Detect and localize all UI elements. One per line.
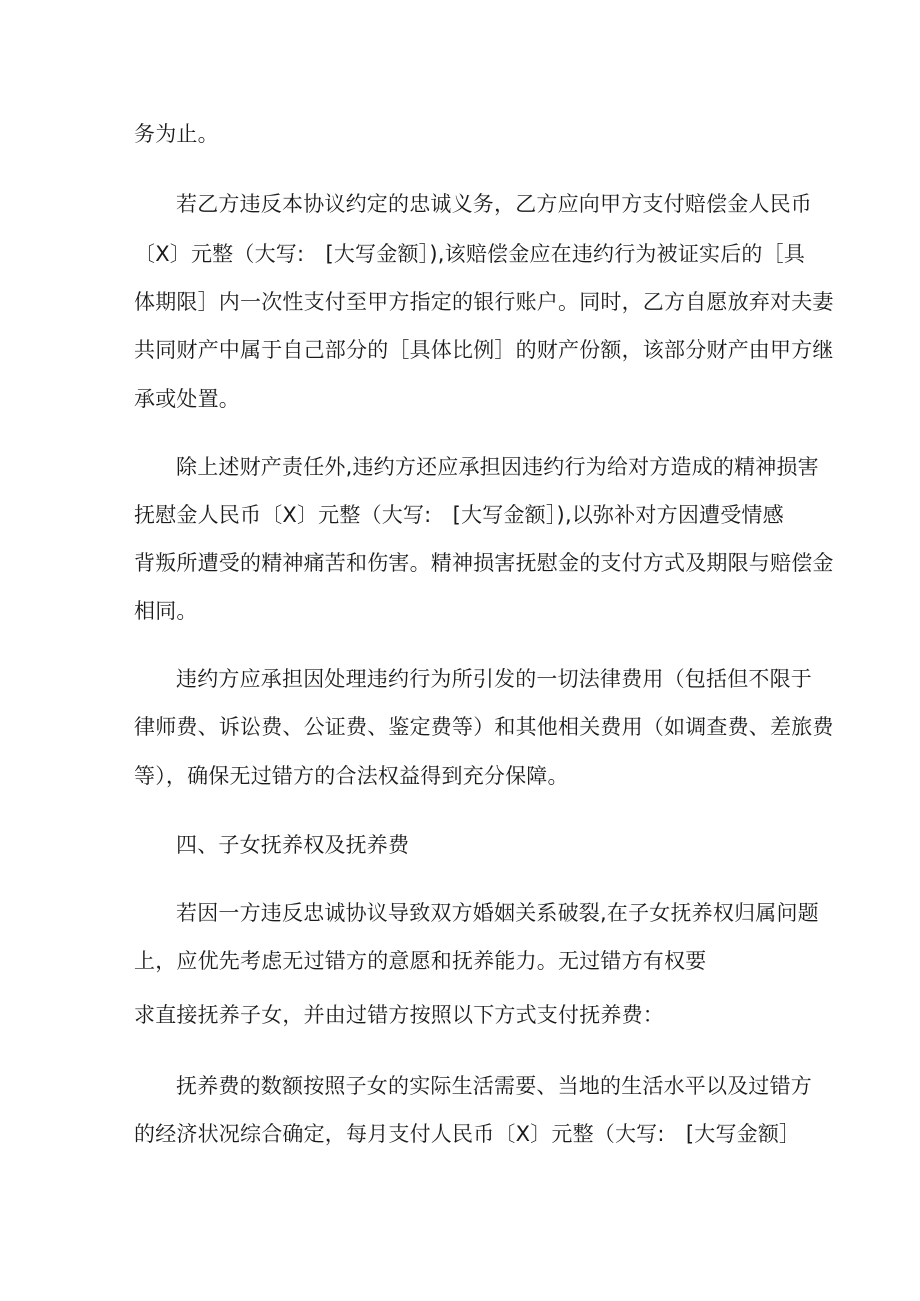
text-line: 求直接抚养子女，并由过错方按照以下方式支付抚养费： (134, 1003, 664, 1027)
text-line: 承或处置。 (134, 387, 240, 411)
text-line: 律师费、诉讼费、公证费、鉴定费等）和其他相关费用（如调查费、差旅费 (134, 715, 834, 739)
text-line: 抚养费的数额按照子女的实际生活需要、当地的生活水平以及过错方 (176, 1074, 812, 1098)
text-line: 若乙方违反本协议约定的忠诚义务，乙方应向甲方支付赔偿金人民币 (176, 192, 812, 216)
text-line: 抚慰金人民币〔X〕元整（大写: [大写金额］),以弥补对方因遭受情感 (134, 503, 784, 527)
text-line: 体期限］内一次性支付至甲方指定的银行账户。同时，乙方自愿放弃对夫妻 (134, 290, 834, 314)
text-line: 等），确保无过错方的合法权益得到充分保障。 (134, 764, 569, 788)
text-line: 背叛所遭受的精神痛苦和伤害。精神损害抚慰金的支付方式及期限与赔偿金 (134, 551, 834, 575)
section-heading: 四、子女抚养权及抚养费 (176, 833, 410, 857)
text-line: 相同。 (134, 599, 198, 623)
text-line: 除上述财产责任外,违约方还应承担因违约行为给对方造成的精神损害 (176, 455, 819, 479)
text-line: 上，应优先考虑无过错方的意愿和抚养能力。无过错方有权要 (134, 949, 707, 973)
text-line: 的经济状况综合确定，每月支付人民币〔X〕元整（大写: [大写金额］ (134, 1122, 801, 1146)
text-line: 违约方应承担因处理违约行为所引发的一切法律费用（包括但不限于 (176, 667, 812, 691)
text-line: 〔X〕元整（大写: [大写金额］),该赔偿金应在违约行为被证实后的［具 (134, 242, 806, 266)
text-line: 共同财产中属于自己部分的［具体比例］的财产份额，该部分财产由甲方继 (134, 338, 834, 362)
text-line: 务为止。 (134, 122, 219, 146)
text-line: 若因一方违反忠诚协议导致双方婚姻关系破裂,在子女抚养权归属问题 (176, 901, 819, 925)
